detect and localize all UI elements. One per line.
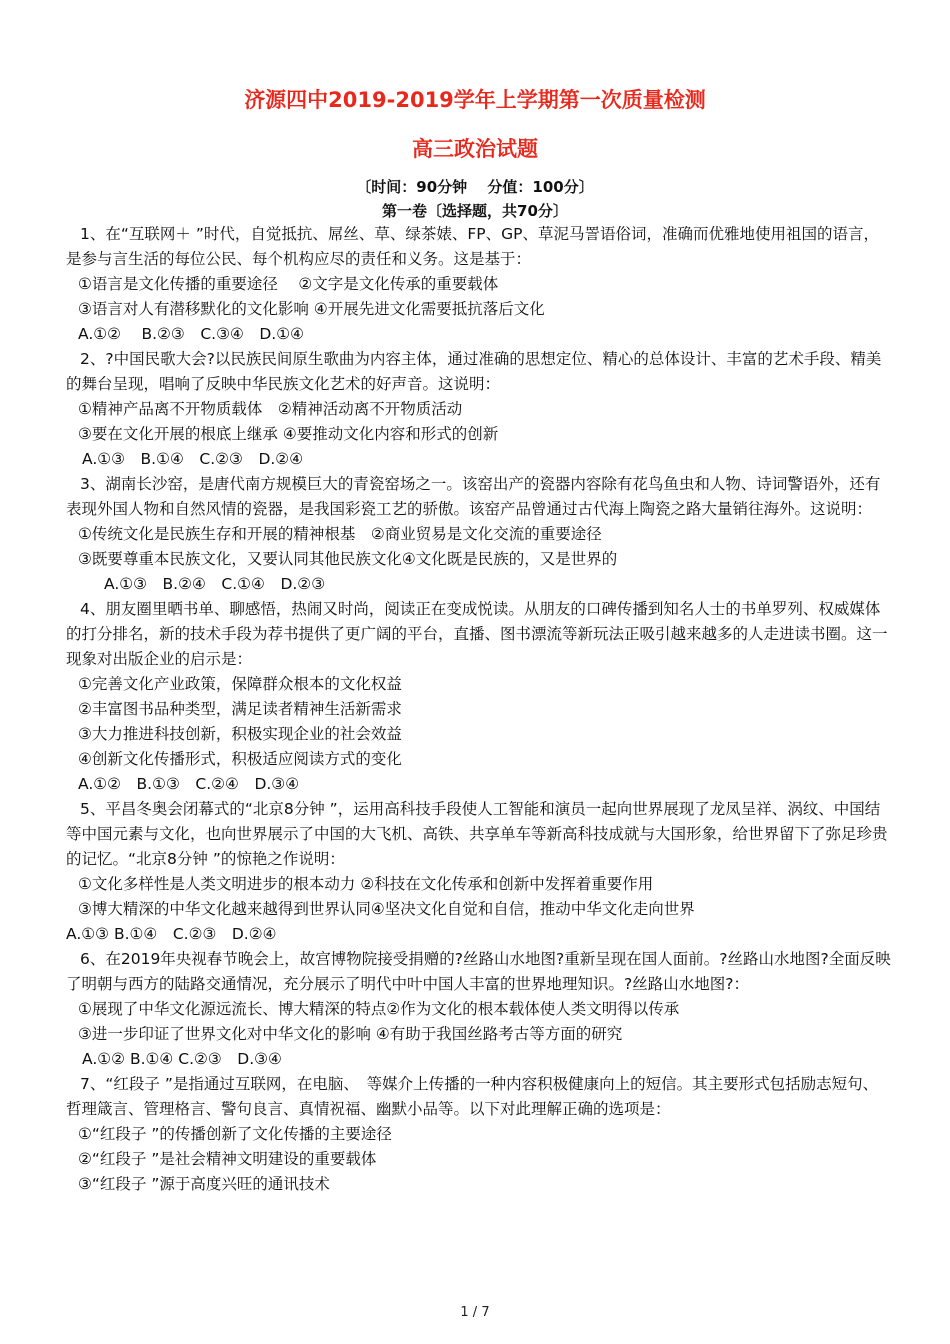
question-option: ①语言是文化传播的重要途径 ②文字是文化传承的重要载体: [78, 275, 499, 293]
question-option: ③“红段子 ”源于高度兴旺的通讯技术: [78, 1175, 330, 1193]
question-stem: 7、“红段子 ”是指通过互联网，在电脑、 等媒介上传播的一种内容积极健康向上的短信。其主要形式包括励志短句、哲理箴言、管理格言、警句良言、真情祝福、幽默小品等。以下对此理解正确的选项是：: [66, 1075, 879, 1118]
question-option: ④创新文化传播形式，积极适应阅读方式的变化: [78, 750, 402, 768]
question-option: ③要在文化开展的根底上继承 ④要推动文化内容和形式的创新: [78, 425, 499, 443]
question-option: ③大力推进科技创新，积极实现企业的社会效益: [78, 725, 402, 743]
question-option: ②丰富图书品种类型，满足读者精神生活新需求: [78, 700, 402, 718]
question-option: ①精神产品离不开物质载体 ②精神活动离不开物质活动: [78, 400, 463, 418]
answer-choices: A.①② B.①③ C.②④ D.③④: [78, 775, 300, 793]
question-list: [66, 222, 892, 1197]
exam-title: 济源四中2019-2019学年上学期第一次质量检测: [244, 88, 706, 112]
answer-choices: A.①② B.②③ C.③④ D.①④: [78, 325, 305, 343]
time-score-line: 〔时间：90分钟 分值：100分〕: [356, 178, 594, 196]
answer-choices: A.①③ B.①④ C.②③ D.②④: [82, 450, 304, 468]
question-stem: 1、在“互联网＋ ”时代，自觉抵抗、屌丝、草、绿茶婊、FP、GP、草泥马詈语俗词，准确而优雅地使用祖国的语言，是参与言生活的每位公民、每个机构应尽的责任和义务。这是基于：: [66, 225, 879, 268]
exam-subtitle: 高三政治试题: [412, 137, 538, 161]
question-option: ①“红段子 ”的传播创新了文化传播的主要途径: [78, 1125, 392, 1143]
answer-choices: A.①② B.①④ C.②③ D.③④: [82, 1050, 282, 1068]
question-option: ①传统文化是民族生存和开展的精神根基 ②商业贸易是文化交流的重要途径: [78, 525, 602, 543]
question-option: ③语言对人有潜移默化的文化影响 ④开展先进文化需要抵抗落后文化: [78, 300, 545, 318]
question-stem: 6、在2019年央视春节晚会上，故宫博物院接受捐赠的?丝路山水地图?重新呈现在国人面前。?丝路山水地图?全面反映了明朝与西方的陆路交通情况，充分展示了明代中叶中国人丰富的世界地理知识。?丝路山水地图?：: [66, 950, 891, 993]
answer-choices: A.①③ B.①④ C.②③ D.②④: [66, 925, 277, 943]
question-option: ③既要尊重本民族文化，又要认同其他民族文化④文化既是民族的，又是世界的: [78, 550, 618, 568]
question-option: ③进一步印证了世界文化对中华文化的影响 ④有助于我国丝路考古等方面的研究: [78, 1025, 623, 1043]
question-option: ①完善文化产业政策，保障群众根本的文化权益: [78, 675, 402, 693]
question-option: ①文化多样性是人类文明进步的根本动力 ②科技在文化传承和创新中发挥着重要作用: [78, 875, 654, 893]
section-heading: 第一卷〔选择题，共70分〕: [382, 202, 568, 220]
question-option: ①展现了中华文化源远流长、博大精深的特点②作为文化的根本载体使人类文明得以传承: [78, 1000, 680, 1018]
question-option: ②“红段子 ”是社会精神文明建设的重要载体: [78, 1150, 377, 1168]
question-stem: 2、?中国民歌大会?以民族民间原生歌曲为内容主体，通过准确的思想定位、精心的总体设计、丰富的艺术手段、精美的舞台呈现，唱响了反映中华民族文化艺术的好声音。这说明：: [66, 350, 882, 393]
page-number: 1 / 7: [460, 1305, 490, 1320]
question-stem: 3、湖南长沙窑，是唐代南方规模巨大的青瓷窑场之一。该窑出产的瓷器内容除有花鸟鱼虫和人物、诗词警语外，还有表现外国人物和自然风情的瓷器，是我国彩瓷工艺的骄傲。该窑产品曾通过古代海上陶瓷之路大量销往海外。这说明：: [66, 475, 881, 518]
answer-choices: A.①③ B.②④ C.①④ D.②③: [104, 575, 326, 593]
question-stem: 5、平昌冬奥会闭幕式的“北京8分钟 ”，运用高科技手段使人工智能和演员一起向世界展现了龙凤呈祥、涡纹、中国结等中国元素与文化，也向世界展示了中国的大飞机、高铁、共享单车等新高科技成就与大国形象，给世界留下了弥足珍贵的记忆。“北京8分钟 ”的惊艳之作说明：: [66, 800, 888, 868]
question-option: ③博大精深的中华文化越来越得到世界认同④坚决文化自觉和自信，推动中华文化走向世界: [78, 900, 695, 918]
question-stem: 4、朋友圈里晒书单、聊感悟，热闹又时尚，阅读正在变成悦读。从朋友的口碑传播到知名人士的书单罗列、权威媒体的打分排名，新的技术手段为荐书提供了更广阔的平台，直播、图书漂流等新玩法正吸引越来越多的人走进读书圈。这一现象对出版企业的启示是：: [66, 600, 888, 668]
